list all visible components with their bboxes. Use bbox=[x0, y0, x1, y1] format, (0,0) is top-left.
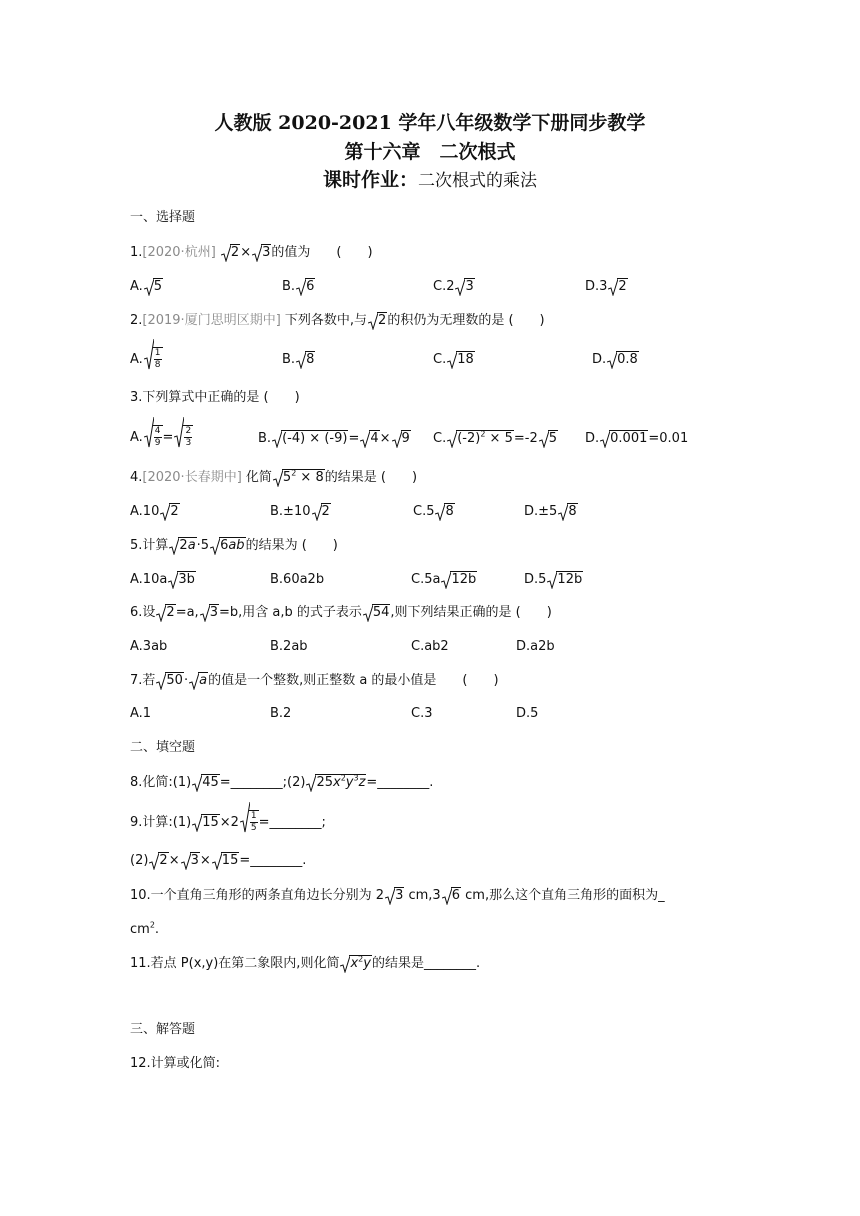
question-11: 11.若点 P(x,y)在第二象限内,则化简 $x^2y$的结果是________. bbox=[130, 954, 481, 971]
q2-source: [2019·厦门思明区期中] bbox=[142, 313, 281, 328]
q7-option-b[interactable]: B.2 bbox=[270, 706, 292, 721]
q1-option-d[interactable]: D.3 2 bbox=[585, 279, 627, 294]
q4-option-c[interactable]: C.5 8 bbox=[413, 504, 454, 519]
q2-option-a[interactable]: A. $\frac{1}{8}$ bbox=[130, 347, 163, 371]
section-fill: 二、填空题 bbox=[130, 740, 196, 755]
question-4: 4.[2020·长春期中] 化简 $5^2 \times 8$的结果是 ( ) bbox=[130, 468, 418, 485]
question-7: 7.若 50· a的值是一个整数,则正整数 a 的最小值是 ( ) bbox=[130, 673, 499, 688]
q5-option-c[interactable]: C.5a 12b bbox=[411, 572, 477, 587]
section-answer: 三、解答题 bbox=[130, 1022, 196, 1037]
sqrt-2: 2 bbox=[221, 243, 240, 263]
lesson-title bbox=[0, 165, 860, 192]
q3-option-c[interactable]: C. $(-2)^2 \times 5=-2$ 5 bbox=[433, 429, 557, 446]
question-9-part-2: (2) 2× 3× 15=________. bbox=[130, 853, 307, 868]
q1-option-b[interactable]: B. 6 bbox=[282, 279, 315, 294]
q2-option-b[interactable]: B. 8 bbox=[282, 352, 315, 367]
q3-option-d[interactable]: D. 0.001=0.01 bbox=[585, 431, 689, 446]
section-choice: 一、选择题 bbox=[130, 210, 196, 225]
q3-option-b[interactable]: B. (-4) × (-9)= 4× 9 bbox=[258, 431, 410, 446]
chapter-title: 第十六章 二次根式 bbox=[344, 141, 516, 163]
q7-option-d[interactable]: D.5 bbox=[516, 706, 539, 721]
q1-option-c[interactable]: C.2 3 bbox=[433, 279, 474, 294]
q6-option-c[interactable]: C.ab2 bbox=[411, 639, 449, 654]
q1-number: 1. bbox=[130, 245, 143, 260]
question-10: 10.一个直角三角形的两条直角边长分别为 2 3 cm,3 6 cm,那么这个直角三角形的面积为_ bbox=[130, 888, 665, 903]
question-8: 8.化简:(1) 45=________;(2) $25x^2y^3z=\_\_\_\_\_\_\_\_$. bbox=[130, 773, 434, 790]
question-1: 1.[2020·杭州] 2× 3的值为 ( ) bbox=[130, 243, 373, 263]
q6-option-d[interactable]: D.a2b bbox=[516, 639, 555, 654]
q7-option-a[interactable]: A.1 bbox=[130, 706, 152, 721]
q4-option-d[interactable]: D.±5 8 bbox=[524, 504, 577, 519]
q6-option-b[interactable]: B.2ab bbox=[270, 639, 308, 654]
q4-option-b[interactable]: B.±10 2 bbox=[270, 504, 330, 519]
question-9: 9.计算:(1) 15×2 $\frac{1}{5}$ =________; bbox=[130, 810, 326, 834]
q3-option-a[interactable]: A. $\frac{4}{9}$ = $\frac{2}{3}$ bbox=[130, 425, 193, 449]
sqrt-3: 3 bbox=[252, 243, 271, 263]
q1-tail: 的值为 ( ) bbox=[271, 245, 373, 260]
q5-option-a[interactable]: A.10a 3b bbox=[130, 572, 195, 587]
q5-option-d[interactable]: D.5 12b bbox=[524, 572, 583, 587]
q1-source: [2020·杭州] bbox=[142, 245, 216, 260]
lesson-prefix: 课时作业： bbox=[322, 169, 418, 191]
q5-option-b[interactable]: B.60a2b bbox=[270, 572, 325, 587]
q4-source: [2020·长春期中] bbox=[142, 470, 242, 485]
question-3: 3.下列算式中正确的是 ( ) bbox=[130, 390, 300, 405]
question-2: 2.[2019·厦门思明区期中] 下列各数中,与 2的积仍为无理数的是 ( ) bbox=[130, 313, 545, 328]
q6-option-a[interactable]: A.3ab bbox=[130, 639, 168, 654]
q4-option-a[interactable]: A.10 2 bbox=[130, 504, 179, 519]
q7-option-c[interactable]: C.3 bbox=[411, 706, 433, 721]
lesson-name: 二次根式的乘法 bbox=[418, 171, 537, 191]
question-5: 5.计算 2a·5 6ab的结果为 ( ) bbox=[130, 538, 338, 553]
document-title: 人教版 2020-2021 学年八年级数学下册同步教学 bbox=[214, 112, 646, 134]
question-12: 12.计算或化简: bbox=[130, 1056, 221, 1071]
q1-option-a[interactable]: A. 5 bbox=[130, 279, 163, 294]
q2-option-d[interactable]: D. 0.8 bbox=[592, 352, 638, 367]
q2-option-c[interactable]: C. 18 bbox=[433, 352, 474, 367]
question-6: 6.设 2=a, 3=b,用含 a,b 的式子表示 54,则下列结果正确的是 ( ) bbox=[130, 605, 552, 620]
question-10-unit: $cm^2$. bbox=[130, 920, 160, 937]
